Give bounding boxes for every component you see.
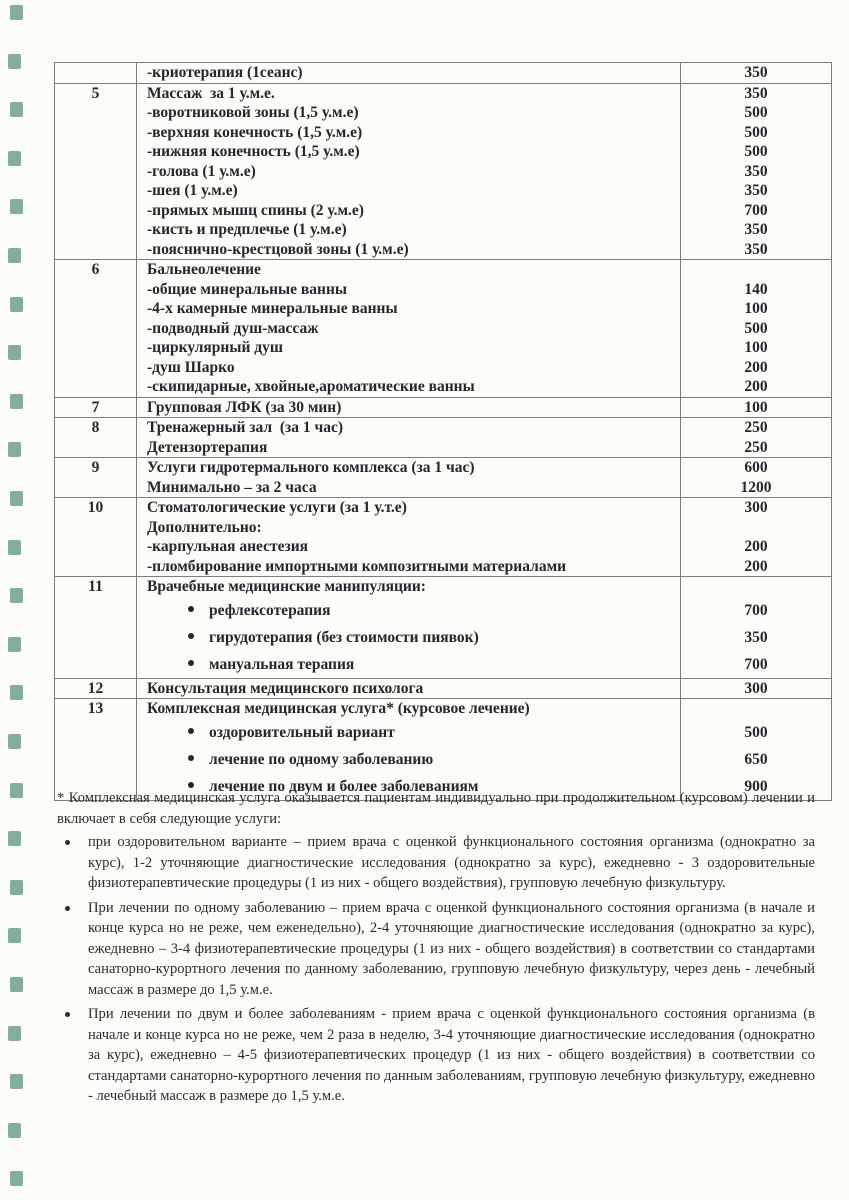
price-value: 200 (744, 378, 768, 395)
service-cell (137, 181, 681, 201)
price-value: 250 (681, 418, 832, 438)
service-cell (137, 458, 681, 478)
service-name: -общие минеральные ванны (147, 280, 348, 298)
row-number: 7 (55, 397, 137, 418)
service-cell (137, 220, 681, 240)
service-name: Групповая ЛФК (за 30 мин) (147, 398, 342, 416)
table-row (55, 83, 832, 103)
table-row (55, 142, 832, 162)
service-name: -воротниковой зоны (1,5 у.м.е) (147, 104, 359, 121)
footnote-bullet (57, 832, 815, 894)
edge-mark (8, 248, 21, 263)
edge-mark (10, 588, 23, 603)
price-value: 100 (744, 339, 768, 356)
bullet-icon (188, 728, 194, 734)
edge-mark (8, 1026, 21, 1041)
service-name: -прямых мышц спины (2 у.м.е) (147, 201, 364, 219)
edge-mark (10, 199, 23, 214)
edge-mark (8, 151, 21, 166)
service-cell (137, 719, 681, 746)
price-value: 500 (744, 123, 768, 141)
service-cell (137, 260, 681, 280)
price-value: 100 (681, 397, 832, 418)
edge-mark (10, 880, 23, 895)
service-name: Врачебные медицинские манипуляции: (147, 578, 426, 595)
service-name: -душ Шарко (147, 358, 235, 376)
service-name: Минимально – за 2 часа (147, 478, 317, 496)
edge-mark (10, 5, 23, 20)
edge-mark (8, 540, 21, 555)
service-cell (137, 597, 681, 624)
table-row (55, 418, 832, 438)
price-value (681, 260, 832, 280)
table-row (55, 201, 832, 221)
service-name: Комплексная медицинская услуга* (курсовое лечение) (147, 700, 530, 717)
price-value (681, 518, 832, 538)
price-value: 200 (744, 358, 768, 376)
edge-mark (10, 1074, 23, 1089)
service-cell (137, 397, 681, 418)
service-cell (137, 83, 681, 103)
service-cell (137, 624, 681, 651)
edge-mark (8, 1123, 21, 1138)
edge-mark (10, 394, 23, 409)
edge-mark (10, 783, 23, 798)
table-row (55, 746, 832, 773)
service-cell (137, 377, 681, 397)
footnote-intro: * Комплексная медицинская услуга оказывается пациентам индивидуально при продолжительном (курсовом) лечении и включает в себя следующие услуги: (57, 790, 815, 827)
service-cell (137, 498, 681, 518)
table-row (55, 240, 832, 260)
price-value: 350 (744, 162, 768, 180)
price-value (681, 577, 832, 597)
table-row (55, 624, 832, 651)
edge-mark (10, 297, 23, 312)
price-value: 300 (681, 498, 832, 518)
price-value: 650 (744, 750, 768, 768)
edge-mark (8, 734, 21, 749)
service-cell (137, 103, 681, 123)
table-row (55, 162, 832, 182)
service-cell (137, 418, 681, 438)
service-cell (137, 299, 681, 319)
price-value: 500 (744, 723, 768, 741)
table-row (55, 397, 832, 418)
price-value: 350 (744, 628, 768, 646)
service-cell (137, 557, 681, 577)
price-value: 1200 (740, 478, 772, 496)
service-name: Услуги гидротермального комплекса (за 1 час) (147, 459, 475, 476)
price-value: 250 (744, 438, 768, 456)
edge-mark (10, 685, 23, 700)
edge-mark (10, 491, 23, 506)
service-name: гирудотерапия (без стоимости пиявок) (209, 628, 479, 646)
row-number: 11 (55, 577, 137, 679)
service-name: -кисть и предплечье (1 у.м.е) (147, 221, 347, 238)
price-value: 700 (744, 601, 768, 619)
table-row (55, 123, 832, 143)
table-row (55, 438, 832, 458)
edge-mark (10, 1171, 23, 1186)
price-value: 700 (744, 201, 768, 219)
footnote-bullet-list (57, 832, 815, 1107)
service-cell (137, 63, 681, 84)
price-table (54, 62, 832, 801)
service-name: -нижняя конечность (1,5 у.м.е) (147, 143, 360, 160)
price-value: 500 (744, 319, 768, 337)
service-cell (137, 678, 681, 699)
row-number: 10 (55, 498, 137, 577)
row-number: 12 (55, 678, 137, 699)
price-value: 500 (744, 143, 768, 160)
service-name: -циркулярный душ (147, 339, 283, 356)
service-cell (137, 478, 681, 498)
footnote-bullet (57, 1004, 815, 1107)
table-row (55, 537, 832, 557)
table-row (55, 260, 832, 280)
row-number: 13 (55, 699, 137, 801)
footnote-bullet (57, 898, 815, 1001)
service-name: Дополнительно: (147, 518, 262, 536)
table-row (55, 103, 832, 123)
row-number (55, 63, 137, 84)
service-cell (137, 577, 681, 597)
bullet-icon (65, 1012, 70, 1017)
service-cell (137, 201, 681, 221)
price-value: 900 (744, 777, 768, 795)
price-value: 600 (681, 458, 832, 478)
price-value: 350 (681, 63, 832, 84)
service-name: -пояснично-крестцовой зоны (1 у.м.е) (147, 240, 409, 258)
edge-mark (8, 442, 21, 457)
table-row (55, 220, 832, 240)
service-name: лечение по одному заболеванию (209, 750, 434, 768)
table-row (55, 458, 832, 478)
table-row (55, 478, 832, 498)
row-number: 9 (55, 458, 137, 498)
price-value: 350 (744, 221, 768, 238)
table-row (55, 358, 832, 378)
table-row (55, 498, 832, 518)
service-name: мануальная терапия (209, 655, 355, 673)
service-name: оздоровительный вариант (209, 723, 395, 741)
service-name: -скипидарные, хвойные,ароматические ванны (147, 378, 475, 395)
table-row (55, 699, 832, 719)
service-name: -подводный душ-массаж (147, 319, 319, 337)
price-value: 500 (744, 104, 768, 121)
price-value: 200 (744, 538, 768, 555)
edge-mark (8, 345, 21, 360)
service-name: Консультация медицинского психолога (147, 679, 424, 697)
edge-mark (8, 928, 21, 943)
footnote-bullet-text: при оздоровительном варианте – прием врача с оценкой функционального состояния организма (однократно за курс), 1-2 уточняющие диагностические исследования (однократно за курс), ежедневно - 3 оздоровительные физиотерапевтические процедуры (1 из них - общего воздействия), групповую лечебную физкультуру. (88, 834, 815, 891)
price-value: 200 (744, 557, 768, 575)
service-cell (137, 651, 681, 679)
service-cell (137, 319, 681, 339)
service-cell (137, 537, 681, 557)
service-cell (137, 280, 681, 300)
bullet-icon (188, 633, 194, 639)
edge-mark (8, 54, 21, 69)
table-row (55, 63, 832, 84)
table-row (55, 280, 832, 300)
table-row (55, 678, 832, 699)
service-name: лечение по двум и более заболеваниям (209, 777, 479, 795)
service-name: -пломбирование импортными композитными материалами (147, 557, 567, 575)
table-row (55, 577, 832, 597)
service-cell (137, 338, 681, 358)
service-cell (137, 162, 681, 182)
price-value: 350 (744, 240, 768, 258)
service-name: -4-х камерные минеральные ванны (147, 300, 398, 317)
price-value: 100 (744, 300, 768, 317)
price-value: 700 (744, 655, 768, 673)
service-name: -верхняя конечность (1,5 у.м.е) (147, 123, 363, 141)
service-cell (137, 142, 681, 162)
footnote-bullet-text: При лечении по двум и более заболеваниям - прием врача с оценкой функционального состояния организма (в начале и конце курса но не реже, чем 2 раза в неделю, 3-4 уточняющие диагностические исследования (однократно за курс), ежедневно – 4-5 физиотерапевтических процедур (1 из них - общего воздействия) в соответствии со стандартами санаторно-курортного лечения по данным заболеваниям, групповую лечебную физкультуру, ежедневно - лечебный массаж в размере до 1,5 у.м.е. (88, 1006, 815, 1104)
bullet-icon (65, 906, 70, 911)
bullet-icon (188, 660, 194, 666)
price-value: 350 (681, 83, 832, 103)
service-name: Бальнеолечение (147, 261, 261, 278)
table-row (55, 377, 832, 397)
service-cell (137, 746, 681, 773)
service-cell (137, 699, 681, 719)
price-value: 140 (744, 280, 768, 298)
table-row (55, 319, 832, 339)
bullet-icon (65, 840, 70, 845)
table-row (55, 299, 832, 319)
service-name: -шея (1 у.м.е) (147, 182, 238, 199)
price-value (681, 699, 832, 719)
edge-mark (10, 977, 23, 992)
table-row (55, 557, 832, 577)
footnote (57, 788, 815, 1111)
service-name: Массаж за 1 у.м.е. (147, 84, 275, 102)
service-name: рефлексотерапия (209, 601, 331, 619)
service-name: -криотерапия (1сеанс) (147, 64, 303, 81)
row-number: 5 (55, 83, 137, 260)
row-number: 6 (55, 260, 137, 398)
footnote-bullet-text: При лечении по одному заболеванию – прием врача с оценкой функционального состояния организма (в начале и конце курса но не реже, чем еженедельно), 2-4 уточняющие диагностические исследования (однократно за курс), ежедневно – 3-4 физиотерапевтические процедуры (1 из них - общего воздействия) в соответствии со стандартами санаторно-курортного лечения по данному заболеванию, групповую лечебную физкультуру, через день - лечебный массаж в размере до 1,5 у.м.е. (88, 899, 815, 998)
service-name: -голова (1 у.м.е) (147, 162, 256, 180)
service-cell (137, 438, 681, 458)
service-name: -карпульная анестезия (147, 538, 309, 555)
table-row (55, 597, 832, 624)
service-cell (137, 518, 681, 538)
row-number: 8 (55, 418, 137, 458)
table-row (55, 719, 832, 746)
edge-mark (8, 831, 21, 846)
service-cell (137, 358, 681, 378)
edge-mark (8, 637, 21, 652)
service-cell (137, 123, 681, 143)
service-cell (137, 240, 681, 260)
bullet-icon (188, 755, 194, 761)
price-value: 300 (681, 678, 832, 699)
service-name: Тренажерный зал (за 1 час) (147, 419, 344, 436)
edge-mark (10, 102, 23, 117)
table-row (55, 518, 832, 538)
table-row (55, 651, 832, 679)
price-value: 350 (744, 182, 768, 199)
service-name: Детензортерапия (147, 438, 268, 456)
table-row (55, 181, 832, 201)
table-row (55, 338, 832, 358)
bullet-icon (188, 606, 194, 612)
service-name: Стоматологические услуги (за 1 у.т.е) (147, 499, 407, 516)
